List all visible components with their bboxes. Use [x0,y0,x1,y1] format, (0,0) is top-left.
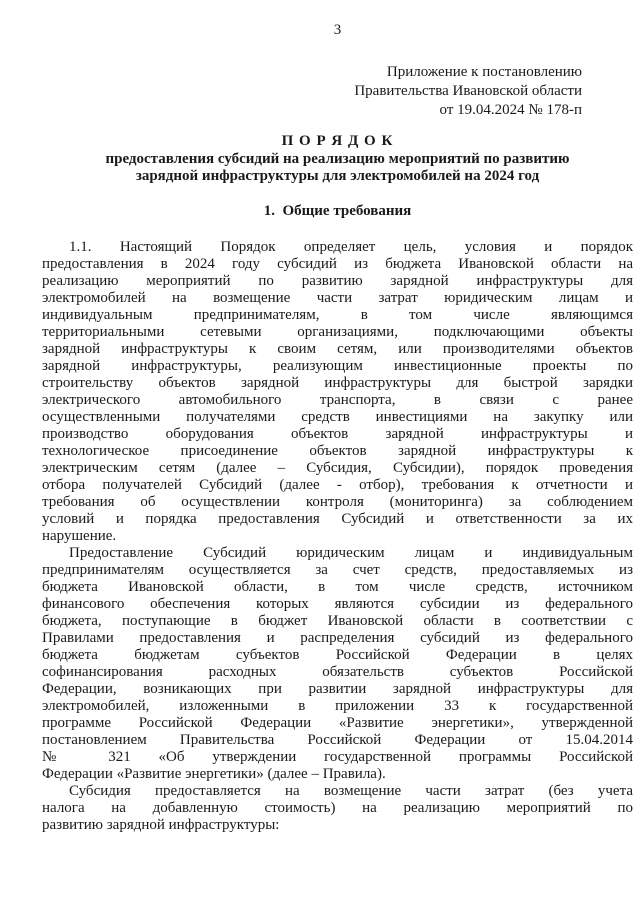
body-line: Федерации, возникающих при развитии зарядной инфраструктуры для [42,680,633,697]
paragraph-1 [42,239,633,545]
section-heading: 1. Общие требования [263,202,412,219]
body-line: территориальными сетевыми организациями, подключающими объекты [42,323,633,340]
page-number: 3 [333,22,342,38]
paragraph-3 [42,783,633,834]
body-line: зарядной инфраструктуры к своим сетям, или производителями объектов [42,340,633,357]
body-line: налога на добавленную стоимость) на реализацию мероприятий по [42,799,633,816]
body-line: бюджета, поступающие в бюджет Ивановской области в соответствии с [42,612,633,629]
body-line: предпринимателям осуществляется за счет средств, предоставляемых из [42,561,633,578]
body-line: электромобилей на возмещение части затрат юридическим лицам и [42,289,633,306]
body-line: № 321 «Об утверждении государственной программы Российской [42,748,633,765]
body-line: предоставления в 2024 году субсидий из бюджета Ивановской области на [42,255,633,272]
body-line: софинансирования расходных обязательств субъектов Российской [42,663,633,680]
body-line: Предоставление Субсидий юридическим лицам и индивидуальным [69,544,633,561]
body-line: реализацию мероприятий по развитию зарядной инфраструктуры для [42,272,633,289]
body-line: постановлением Правительства Российской Федерации от 15.04.2014 [42,731,633,748]
body-line: 1.1. Настоящий Порядок определяет цель, условия и порядок [69,238,633,255]
body-line: электрическим сетям (далее – Субсидия, Субсидии), порядок проведения [42,459,633,476]
body-line: осуществленными получателями средств инвестициями на закупку или [42,408,633,425]
title-word-poryadok: П О Р Я Д О К [281,133,394,149]
paragraph-2 [42,545,633,783]
title-line-2: предоставления субсидий на реализацию мероприятий по развитию [105,150,570,167]
body-line: развитию зарядной инфраструктуры: [42,816,280,833]
body-line: условий и порядка предоставления Субсидий и ответственности за их [42,510,633,527]
body-line: программе Российской Федерации «Развитие энергетики», утвержденной [42,714,633,731]
body-line: технологическое присоединение объектов зарядной инфраструктуры к [42,442,633,459]
body-line: строительству объектов зарядной инфраструктуры для быстрой зарядки [42,374,633,391]
annex-header [42,63,582,120]
body-line: производство оборудования объектов зарядной инфраструктуры и [42,425,633,442]
body-line: электромобилей, изложенными в приложении 33 к государственной [42,697,633,714]
body-line: зарядной инфраструктуры, реализующим инвестиционные проекты по [42,357,633,374]
annex-line-2: Правительства Ивановской области [354,83,582,99]
body-line: отбора получателей Субсидий (далее - отбор), требования к отчетности и [42,476,633,493]
body-line: нарушение. [42,527,117,544]
body-line: индивидуальным предпринимателям, в том числе являющимся [42,306,633,323]
body-line: электрического автомобильного транспорта, в связи с ранее [42,391,633,408]
annex-line-1: Приложение к постановлению [386,64,582,80]
document-body [42,239,633,834]
document-title [42,133,633,186]
body-line: бюджета бюджетам субъектов Российской Федерации в целях [42,646,633,663]
body-line: Федерации «Развитие энергетики» (далее – Правила). [42,765,386,782]
body-line: Правилами предоставления и распределения субсидий из федерального [42,629,633,646]
body-line: требования об осуществлении контроля (мониторинга) за соблюдением [42,493,633,510]
body-line: Субсидия предоставляется на возмещение части затрат (без учета [69,782,633,799]
title-line-3: зарядной инфраструктуры для электромобилей на 2024 год [135,168,540,184]
annex-line-3: от 19.04.2024 № 178-п [439,102,582,118]
body-line: финансового обеспечения которых являются субсидии из федерального [42,595,633,612]
body-line: бюджета Ивановской области, в том числе средств, источником [42,578,633,595]
